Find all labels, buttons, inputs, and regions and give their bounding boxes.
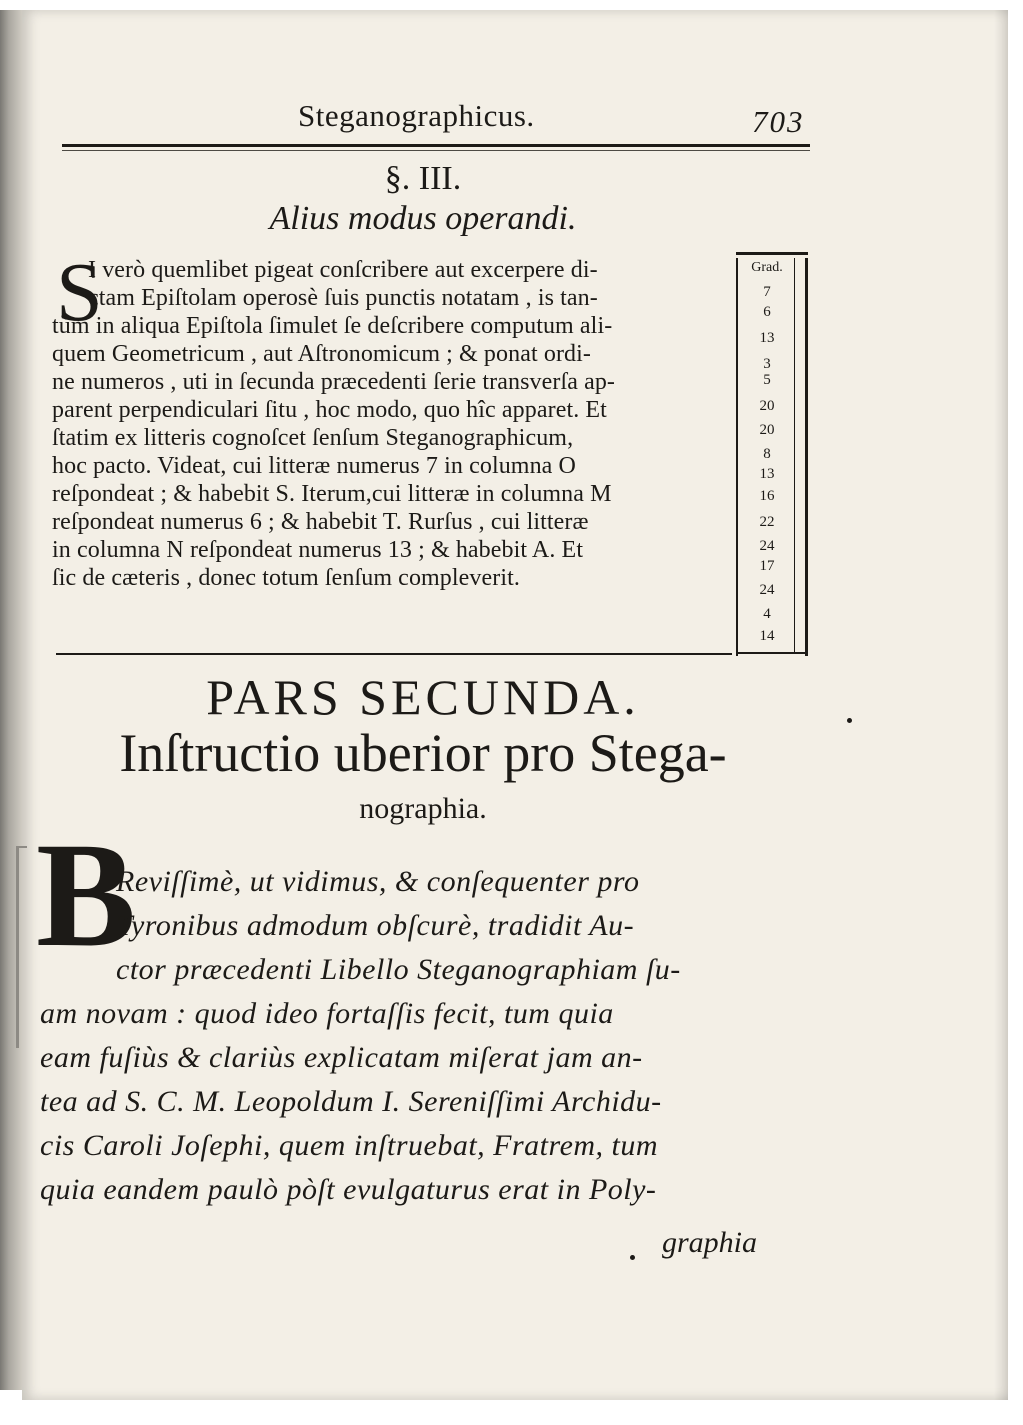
grad-header: Grad. [751,260,783,275]
section-divider [56,653,732,655]
header-rule [62,144,810,147]
table-top-rule [736,252,808,255]
section-number: §. III. [384,160,462,197]
section-subtitle: Alius modus operandi. [269,200,577,237]
table-bottom-rule [736,652,808,654]
grad-value: 16 [759,488,775,504]
margin-bracket [16,846,27,1048]
grad-value: 20 [759,398,775,414]
italic-line: tea ad S. C. M. Leopoldum I. Sereniſſimi Archidu- [40,1085,662,1118]
grad-value: 4 [763,606,771,622]
paragraph-line: parent perpendiculari ſitu , hoc modo, quo hîc apparet. Et [52,397,607,423]
paragraph-line: ſtatim ex litteris cognoſcet ſenſum Steganographicum, [52,425,574,451]
drop-cap-s: S [56,246,103,339]
grad-value: 17 [759,558,775,574]
grad-table [736,248,808,658]
table-inner-rule [794,258,795,654]
grad-value: 3 [763,356,771,372]
part-subtitle-line-2: nographia. [359,792,487,825]
italic-line: eam fuſiùs & clariùs explicatam miſerat jam an- [40,1041,643,1074]
grad-value: 8 [763,446,771,462]
grad-value: 5 [763,372,771,388]
grad-value: 24 [759,538,775,554]
grad-value: 7 [763,284,771,300]
paragraph-line: ctam Epiſtolam operosè ſuis punctis notatam , is tan- [88,285,598,311]
drop-cap-b: B [36,812,137,978]
part-title: PARS SECUNDA. [206,669,640,725]
ink-speck [847,718,852,723]
paragraph-line: tùm in aliqua Epiſtola ſimulet ſe deſcribere computum ali- [52,313,613,339]
grad-value: 24 [759,582,775,598]
grad-value: 13 [759,466,775,482]
grad-value: 13 [759,330,775,346]
italic-line: am novam : quod ideo fortaſſis fecit, tum quia [40,997,614,1030]
grad-value: 22 [759,514,775,530]
paragraph-line: reſpondeat ; & habebit S. Iterum,cui litteræ in columna M [52,481,612,507]
grad-value: 14 [759,628,775,644]
running-head: Steganographicus. [298,98,535,133]
page-number: 703 [752,104,805,139]
italic-line: ctor præcedenti Libello Steganographiam ſu- [116,953,681,986]
table-right-rule [805,258,808,656]
paragraph-line: hoc pacto. Videat, cui litteræ numerus 7 in columna O [52,453,576,479]
table-left-rule [736,258,738,656]
paragraph-line: ſic de cæteris , donec totum ſenſum compleverit. [52,565,521,591]
paragraph-line: quem Geometricum , aut Aſtronomicum ; & ponat ordi- [52,341,591,367]
italic-line: quia eandem paulò pòſt evulgaturus erat in Poly- [40,1173,657,1206]
italic-line: cis Caroli Joſephi, quem inſtruebat, Fratrem, tum [40,1129,659,1162]
catchword: graphia [662,1226,758,1259]
italic-line: Tyronibus admodum obſcurè, tradidit Au- [116,909,635,942]
italic-line: Reviſſimè, ut vidimus, & conſequenter pro [116,865,640,898]
paragraph-line: reſpondeat numerus 6 ; & habebit T. Rurſus , cui litteræ [52,509,589,535]
grad-value: 20 [759,422,775,438]
grad-value: 6 [763,304,771,320]
paragraph-line: in columna N reſpondeat numerus 13 ; & habebit A. Et [52,537,584,563]
paragraph-line: I verò quemlibet pigeat conſcribere aut excerpere di- [88,257,598,283]
page-shadow [994,10,1008,1400]
part-subtitle-line-1: Inſtructio uberior pro Stega- [119,723,727,783]
paragraph-line: ne numeros , uti in ſecunda præcedenti ſerie transverſa ap- [52,369,616,395]
ink-speck [630,1255,635,1260]
header-rule-thin [62,150,810,151]
